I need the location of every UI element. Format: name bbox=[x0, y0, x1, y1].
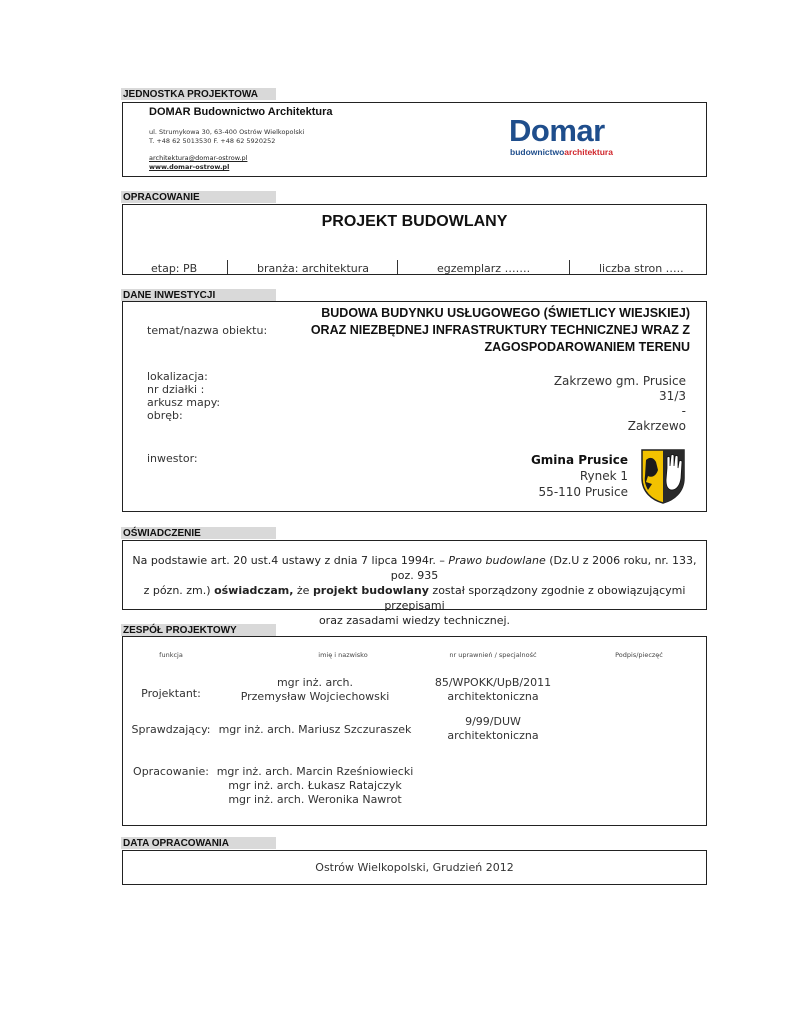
page-count-field: liczba stron ….. bbox=[599, 262, 684, 275]
header-name: imię i nazwisko bbox=[318, 651, 368, 659]
document-title: PROJEKT BUDOWLANY bbox=[321, 213, 508, 230]
opracowanie-box bbox=[122, 204, 707, 275]
divider bbox=[397, 260, 398, 274]
precinct-label: obręb: bbox=[147, 409, 183, 422]
date-box bbox=[122, 850, 707, 885]
row-1-license: 85/WPOKK/UpB/2011 architektoniczna bbox=[434, 676, 552, 703]
domar-logo bbox=[509, 113, 649, 163]
row-2-license: 9/99/DUW architektoniczna bbox=[447, 715, 539, 742]
location-labels bbox=[147, 370, 220, 422]
copy-field: egzemplarz ……. bbox=[437, 262, 531, 275]
location-values bbox=[554, 374, 686, 434]
section-label-opracowanie: OPRACOWANIE bbox=[121, 191, 276, 203]
section-label-date: DATA OPRACOWANIA bbox=[121, 837, 276, 849]
statement-line-2: z pózn. zm.) oświadczam, że projekt budowlany został sporządzony zgodnie z obowiązującymi przepisami bbox=[143, 584, 686, 612]
logo-sub-2: architektura bbox=[564, 147, 613, 157]
header-license: nr uprawnień / specjalność bbox=[449, 651, 537, 659]
statement-line-1: Na podstawie art. 20 ust.4 ustawy z dnia 7 lipca 1994r. – Prawo budowlane (Dz.U z 2006 roku, nr. 133, poz. 935 bbox=[132, 554, 697, 582]
plot-value: 31/3 bbox=[659, 389, 686, 403]
row-3-function: Opracowanie: bbox=[133, 765, 209, 778]
company-phones: T. +48 62 5013530 F. +48 62 5920252 bbox=[149, 137, 276, 145]
statement-text bbox=[123, 553, 706, 628]
stage-field: etap: PB bbox=[151, 262, 198, 275]
investor-street: Rynek 1 bbox=[579, 469, 628, 483]
map-sheet-value: - bbox=[681, 404, 686, 418]
unit-box bbox=[122, 102, 707, 177]
topic-line: ZAGOSPODAROWANIEM TERENU bbox=[484, 340, 690, 354]
section-label-investment: DANE INWESTYCJI bbox=[121, 289, 276, 301]
project-topic bbox=[311, 305, 690, 356]
section-label-statement: OŚWIADCZENIE bbox=[121, 527, 276, 539]
location-label: lokalizacja: bbox=[147, 370, 208, 383]
row-1-function: Projektant: bbox=[141, 687, 201, 700]
statement-line-3: oraz zasadami wiedzy technicznej. bbox=[318, 614, 511, 627]
company-name: DOMAR Budownictwo Architektura bbox=[149, 106, 333, 118]
coat-of-arms-icon bbox=[640, 448, 686, 508]
logo-wordmark: Domar bbox=[509, 113, 605, 148]
company-website-link[interactable]: www.domar-ostrow.pl bbox=[149, 163, 230, 171]
investment-box bbox=[122, 301, 707, 512]
header-function: funkcja bbox=[159, 651, 183, 659]
plot-label: nr działki : bbox=[147, 383, 205, 396]
logo-sub-1: budownictwo bbox=[510, 147, 565, 157]
investor-city: 55-110 Prusice bbox=[538, 485, 628, 499]
location-value: Zakrzewo gm. Prusice bbox=[553, 374, 686, 388]
divider bbox=[569, 260, 570, 274]
row-3-names: mgr inż. arch. Marcin Rześniowiecki mgr inż. arch. Łukasz Ratajczyk mgr inż. arch. Weronika Nawrot bbox=[216, 765, 414, 806]
row-2-function: Sprawdzający: bbox=[131, 723, 211, 736]
divider bbox=[227, 260, 228, 274]
branch-field: branża: architektura bbox=[257, 262, 370, 275]
precinct-value: Zakrzewo bbox=[627, 419, 686, 433]
section-label-team: ZESPÓŁ PROJEKTOWY bbox=[121, 624, 276, 636]
row-1-name: mgr inż. arch. Przemysław Wojciechowski bbox=[240, 676, 390, 703]
investor-details bbox=[531, 452, 628, 500]
section-label-unit: JEDNOSTKA PROJEKTOWA bbox=[121, 88, 276, 100]
team-box bbox=[122, 636, 707, 826]
statement-box bbox=[122, 540, 707, 627]
topic-line: BUDOWA BUDYNKU USŁUGOWEGO (ŚWIETLICY WIEJSKIEJ) bbox=[321, 306, 690, 320]
investor-name: Gmina Prusice bbox=[530, 453, 628, 467]
investor-label: inwestor: bbox=[147, 452, 198, 465]
topic-label: temat/nazwa obiektu: bbox=[147, 324, 268, 337]
date-value: Ostrów Wielkopolski, Grudzień 2012 bbox=[315, 861, 514, 874]
map-sheet-label: arkusz mapy: bbox=[147, 396, 221, 409]
header-signature: Podpis/pieczęć bbox=[615, 651, 663, 659]
company-email-link[interactable]: architektura@domar-ostrow.pl bbox=[149, 154, 248, 162]
row-2-name: mgr inż. arch. Mariusz Szczuraszek bbox=[218, 723, 412, 736]
company-address: ul. Strumykowa 30, 63-400 Ostrów Wielkopolski bbox=[149, 128, 305, 136]
topic-line: ORAZ NIEZBĘDNEJ INFRASTRUKTURY TECHNICZNEJ WRAZ Z bbox=[310, 323, 690, 337]
